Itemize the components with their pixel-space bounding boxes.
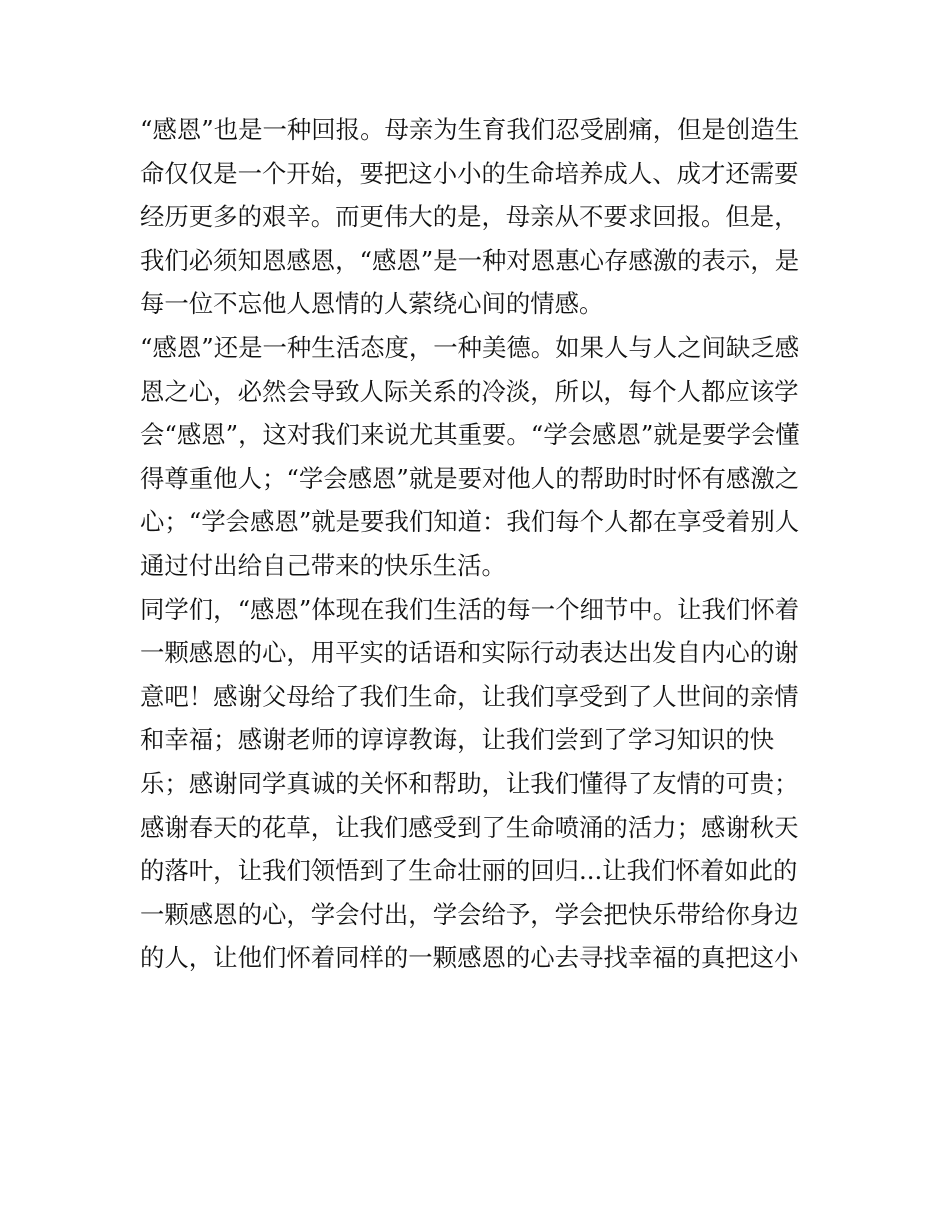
body-text	[140, 108, 812, 980]
text-line: 命仅仅是一个开始，要把这小小的生命培养成人、成才还需要	[140, 158, 799, 188]
text-line: 会“感恩”，这对我们来说尤其重要。“学会感恩”就是要学会懂	[140, 420, 800, 450]
paragraph-gratitude-details	[140, 588, 812, 980]
text-line: 得尊重他人；“学会感恩”就是要对他人的帮助时时怀有感激之	[140, 463, 800, 493]
paragraph-gratitude-attitude	[140, 326, 812, 588]
text-line: 的人，让他们怀着同样的一颗感恩的心去寻找幸福的真把这小	[140, 943, 799, 973]
text-line: 同学们，“感恩”体现在我们生活的每一个细节中。让我们怀着	[140, 594, 800, 624]
text-line: 经历更多的艰辛。而更伟大的是，母亲从不要求回报。但是，	[140, 202, 799, 232]
text-line: 我们必须知恩感恩，“感恩”是一种对恩惠心存感激的表示，是	[140, 245, 800, 275]
text-line: “感恩”还是一种生活态度，一种美德。如果人与人之间缺乏感	[140, 332, 800, 362]
text-line: 一颗感恩的心，用平实的话语和实际行动表达出发自内心的谢	[140, 638, 799, 668]
text-line: 和幸福；感谢老师的谆谆教诲，让我们尝到了学习知识的快	[140, 725, 775, 755]
text-line: 通过付出给自己带来的快乐生活。	[140, 550, 506, 580]
text-line: 每一位不忘他人恩情的人萦绕心间的情感。	[140, 289, 604, 319]
text-line: 一颗感恩的心，学会付出，学会给予，学会把快乐带给你身边	[140, 899, 799, 929]
text-line: 恩之心，必然会导致人际关系的冷淡，所以，每个人都应该学	[140, 376, 799, 406]
text-line: 的落叶，让我们领悟到了生命壮丽的回归...让我们怀着如此的	[140, 856, 798, 886]
text-line: “感恩”也是一种回报。母亲为生育我们忍受剧痛，但是创造生	[140, 115, 800, 144]
paragraph-gratitude-repayment	[140, 108, 812, 326]
text-line: 心；“学会感恩”就是要我们知道：我们每个人都在享受着别人	[140, 507, 800, 537]
text-line: 意吧！感谢父母给了我们生命，让我们享受到了人世间的亲情	[140, 681, 799, 711]
text-line: 感谢春天的花草，让我们感受到了生命喷涌的活力；感谢秋天	[140, 812, 799, 842]
text-line: 乐；感谢同学真诚的关怀和帮助，让我们懂得了友情的可贵；	[140, 768, 799, 798]
